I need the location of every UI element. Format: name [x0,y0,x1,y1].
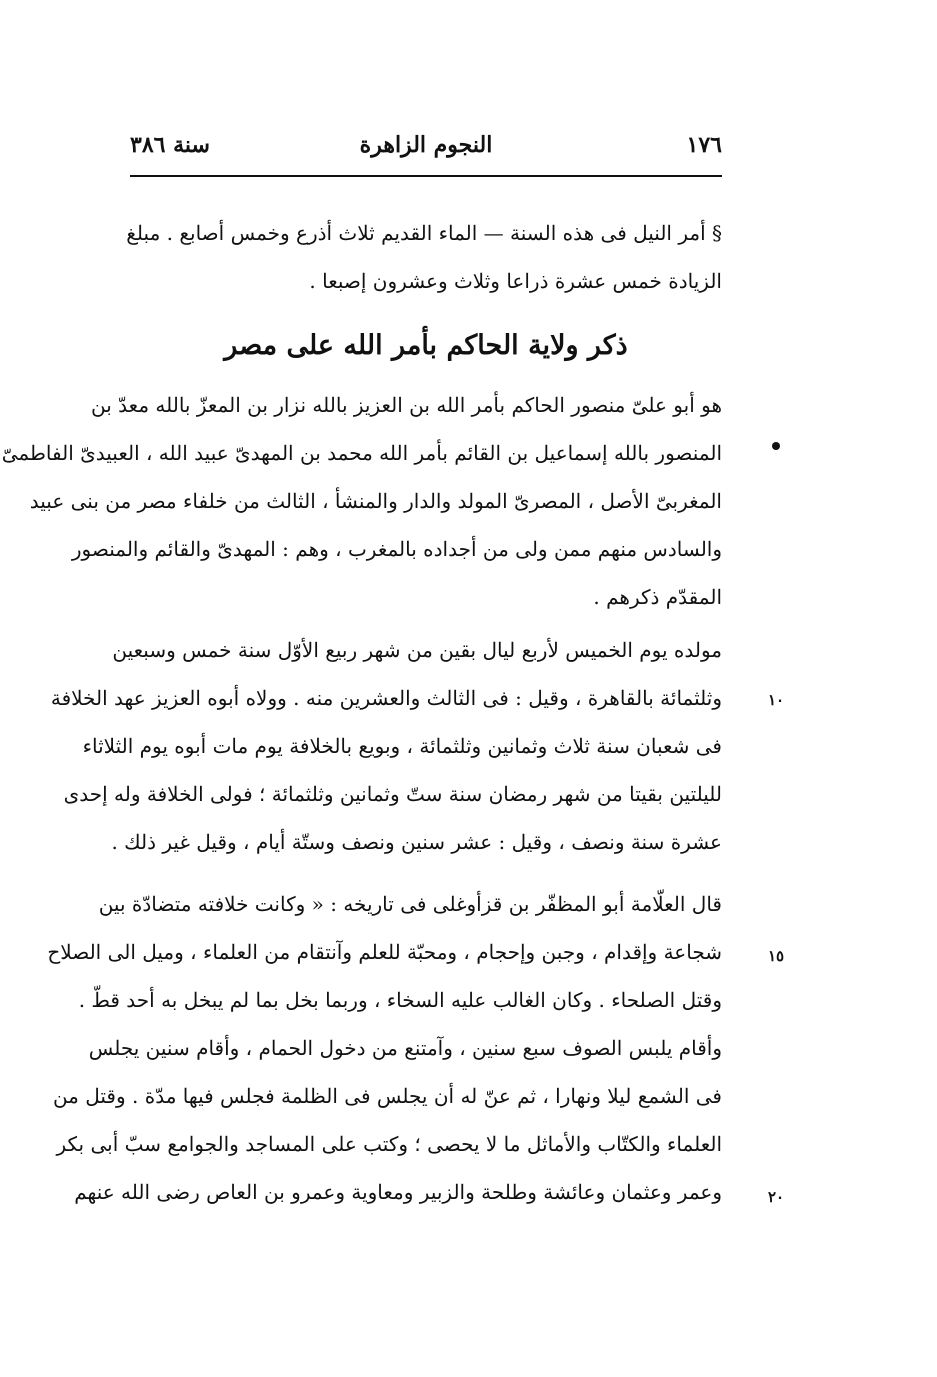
line-number-20: ٢٠ [767,1188,785,1206]
text-line: وقتل الصلحاء . وكان الغالب عليه السخاء ، وربما بخل بما لم يبخل به أحد قطّ . [78,988,722,1012]
running-title: النجوم الزاهرة [359,132,493,158]
section-title: ذكر ولاية الحاكم بأمر الله على مصر [224,330,628,361]
text-line: هو أبو علىّ منصور الحاكم بأمر الله بن العزيز بالله نزار بن المعزّ بالله معدّ بن [91,393,722,417]
text-line: § أمر النيل فى هذه السنة — الماء القديم ثلاث أذرع وخمس أصابع . مبلغ [126,221,722,245]
text-line: والسادس منهم ممن ولى من أجداده بالمغرب ، وهم : المهدىّ والقائم والمنصور [71,537,722,561]
text-line: شجاعة وإقدام ، وجبن وإحجام ، ومحبّة للعلم وآنتقام من العلماء ، وميل الى الصلاح [47,940,722,964]
header-rule [130,175,722,177]
line-marker-5 [772,442,780,450]
paragraph-birth [50,626,722,866]
text-line: وعمر وعثمان وعائشة وطلحة والزبير ومعاوية وعمرو بن العاص رضى الله عنهم [74,1180,722,1204]
text-line: المغربىّ الأصل ، المصرىّ المولد والدار والمنشأ ، الثالث من خلفاء مصر من بنى عبيد [29,489,722,513]
text-line: قال العلّامة أبو المظفّر بن قزأوغلى فى تاريخه : « وكانت خلافته متضادّة بين [98,892,722,916]
text-line: الزيادة خمس عشرة ذراعا وثلاث وعشرون إصبعا . [309,269,722,293]
line-number-15: ١٥ [767,947,785,965]
text-line: مولده يوم الخميس لأربع ليال بقين من شهر ربيع الأوّل سنة خمس وسبعين [112,638,722,662]
text-line: المنصور بالله إسماعيل بن القائم بأمر الله محمد بن المهدىّ عبيد الله ، العبيدىّ الفاطمىّ [1,441,722,465]
text-line: لليلتين بقيتا من شهر رمضان سنة ستّ وثمانين وثلثمائة ؛ فولى الخلافة وله إحدى [63,782,722,806]
nile-note [126,209,722,305]
page-number: ١٧٦ [686,132,722,158]
text-line: عشرة سنة ونصف ، وقيل : عشر سنين ونصف وستّة أيام ، وقيل غير ذلك . [111,830,722,854]
text-line: المقدّم ذكرهم . [593,585,722,609]
text-line: فى الشمع ليلا ونهارا ، ثم عنّ له أن يجلس فى الظلمة فجلس فيها مدّة . وقتل من [52,1084,722,1108]
paragraph-lineage [1,381,722,621]
year-heading: سنة ٣٨٦ [130,132,210,158]
line-number-10: ١٠ [767,691,785,709]
text-line: العلماء والكتّاب والأماثل ما لا يحصى ؛ وكتب على المساجد والجوامع سبّ أبى بكر [56,1132,722,1156]
paragraph-quote [47,880,722,1216]
text-line: وثلثمائة بالقاهرة ، وقيل : فى الثالث والعشرين منه . وولاه أبوه العزيز عهد الخلافة [50,686,722,710]
text-line: فى شعبان سنة ثلاث وثمانين وثلثمائة ، وبويع بالخلافة يوم مات أبوه يوم الثلاثاء [82,734,722,758]
text-line: وأقام يلبس الصوف سبع سنين ، وآمتنع من دخول الحمام ، وأقام سنين يجلس [88,1036,722,1060]
page-header [130,128,722,168]
